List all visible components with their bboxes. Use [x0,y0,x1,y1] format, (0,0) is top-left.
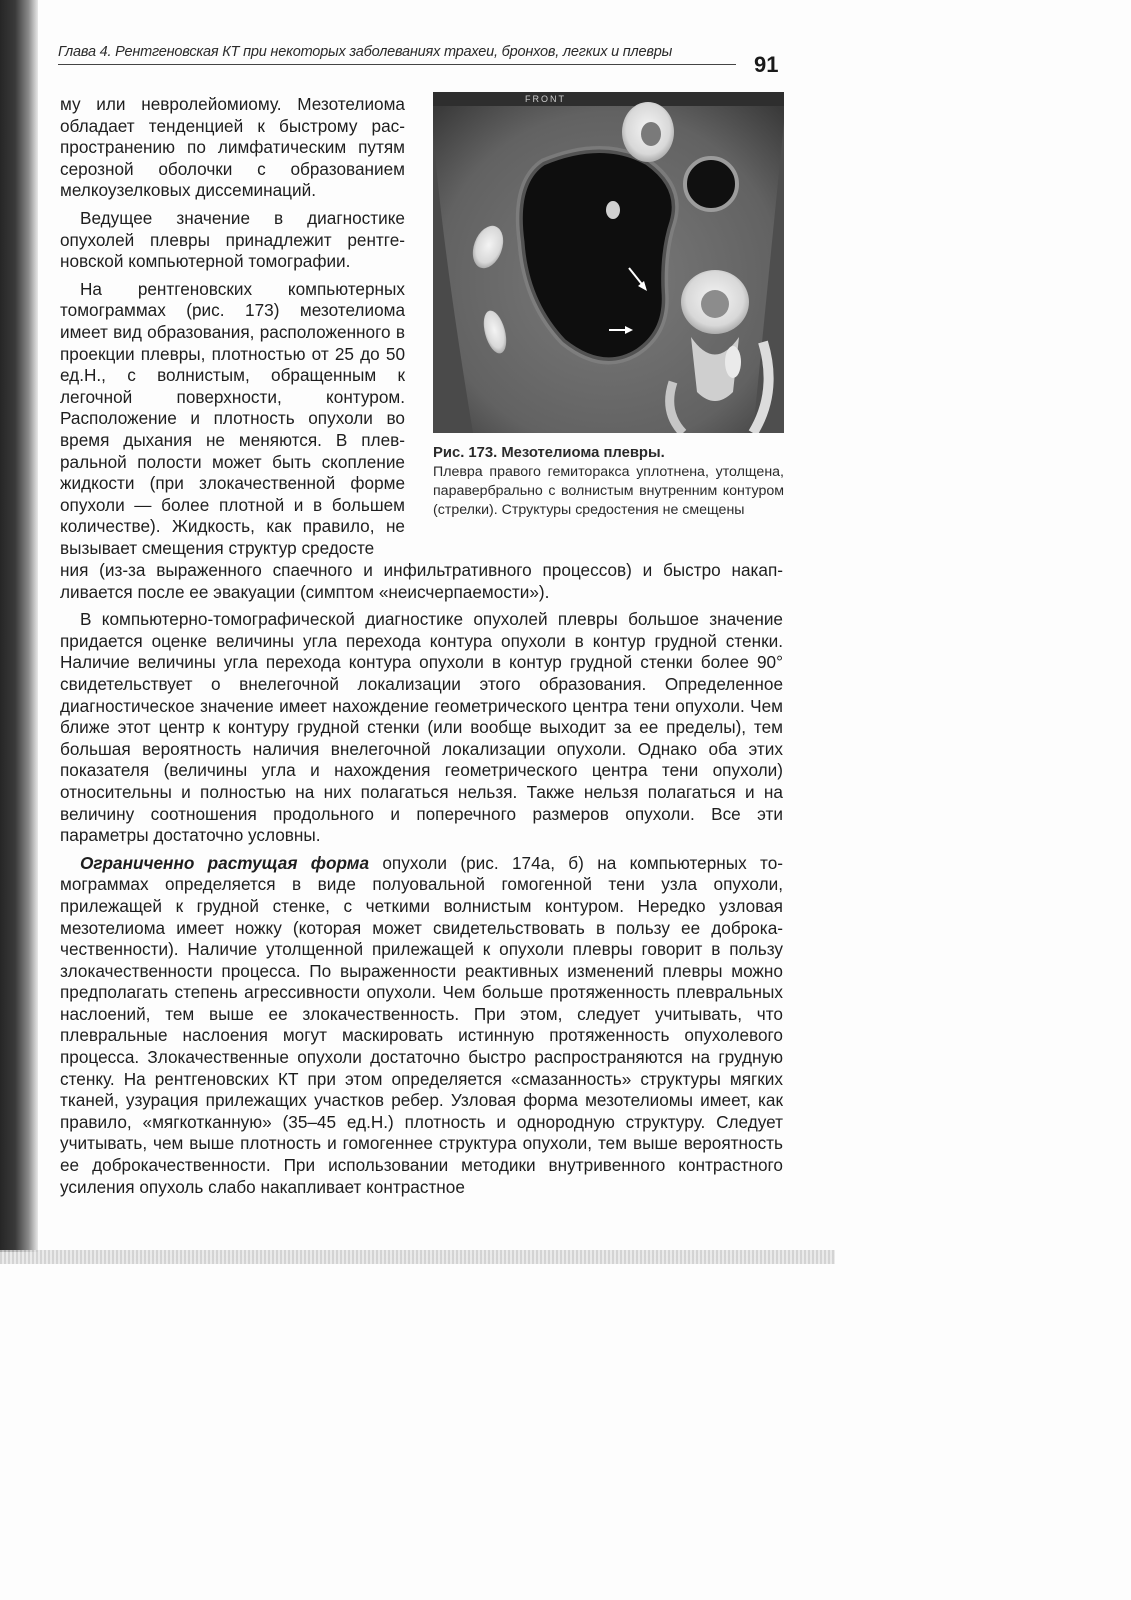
ct-scan-image [433,92,784,433]
paragraph-2: Ведущее значение в диагностике опухолей плевры принадлежит рентгеновской компьютерной томографии. [60,207,405,272]
paragraph-3: На рентгеновских компьютерных томограммах (рис. 173) мезотелиома имеет вид образования, расположенного в проекции плевры, плотностью от 25 до 50 ед.Н., с волнистым, обращенным к легочной поверхности, контуром. Расположение и плотность опухоли во время дыхания не меняются. В плевральной полости может быть скопление жидкости (при злокачественной форме опухоли — более плотной и в большем количестве). Жидкость, как правило, не вызывает смещения структур средосте [60,278,405,558]
paragraph-4: В компьютерно-томографической диагностике опухолей плевры большое значение придается оценке величины угла перехода контура опухоли в контур грудной стенки. Наличие величины угла перехода контура опухоли в контур грудной стенки более 90° свидетельствует о внелегочной локализации этого образования. Определенное диагностическое значение имеет нахождение геометрического центра тени опухоли. Чем ближе этот центр к контуру грудной стенки (или вообще выходит за ее пределы), тем большая вероятность наличия внелегочной локализации опухоли. Однако оба этих показателя (величины угла и нахождения геометрического центра тени опухоли) относительны и полностью на них полагаться нельзя. Также нельзя полагаться и на величину соотношения продольного и поперечного размеров опухоли. Все эти параметры достаточно условны. [60,609,783,846]
ct-scan-figure [433,92,784,433]
paragraph-1: му или невролейомиому. Мезотелиома обладает тенденцией к быстрому распространению по лимфатическим путям серозной оболочки с образованием мелкоузелковых диссеминаций. [60,94,405,201]
caption-body: Плевра правого гемиторакса уплотнена, утолщена, паравербрально с волнистым внутренним контуром (стрелки). Структуры средостения не смещены [433,464,784,518]
figure-caption [433,444,784,520]
paragraph-3-continued: ния (из-за выраженного спаечного и инфильтративного процессов) и быстро накапливается после ее эвакуации (симптом «неисчерпаемости»). [60,560,783,602]
front-label: FRONT [525,94,566,104]
paragraph-5 [60,853,783,1199]
paragraph-5-body: опухоли (рис. 174а, б) на компьютерных томограммах определяется в виде полуовальной гомогенной тени узла опухоли, прилежащей к грудной стенке, с четкими волнистым контуром. Нередко узловая мезотелиома имеет ножку (которая может свидетельствовать в пользу ее доброкачественности). Наличие утолщенной прилежащей к опухоли плевры говорит в пользу злокачественности процесса. По выраженности реактивных изменений плевры можно предполагать степень агрессивности опухоли. Чем больше протяженность плевральных наслоений, тем выше ее злокачественность. При этом, следует учитывать, что плевральные наслоения могут маскировать истинную протяженность опухолевого процесса. Злокачественные опухоли достаточно быстро распространяются на грудную стенку. На рентгеновских КТ при этом определяется «смазанность» структуры мягких тканей, узурация прилежащих участков ребер. Узловая форма мезотелиомы имеет, как правило, «мягкотканную» (35–45 ед.Н.) плотность и однородную структуру. Следует учитывать, чем выше плотность и гомогеннее структура опухоли, тем выше вероятность ее доброкачественности. При использовании методики внутривенного контрастного усиления опухоль слабо накапливает контрастное [60,852,783,1197]
left-column [60,94,405,565]
running-header: Глава 4. Рентгеновская КТ при некоторых заболеваниях трахеи, бронхов, легких и плевры [58,44,673,60]
caption-title: Рис. 173. Мезотелиома плевры. [433,445,665,461]
paragraph-5-lead: Ограниченно растущая форма [80,852,370,873]
full-width-text [60,560,783,1204]
header-rule [58,64,736,65]
page-number: 91 [754,52,779,77]
scan-shadow [0,0,38,1252]
scan-bottom-edge [0,1250,835,1264]
